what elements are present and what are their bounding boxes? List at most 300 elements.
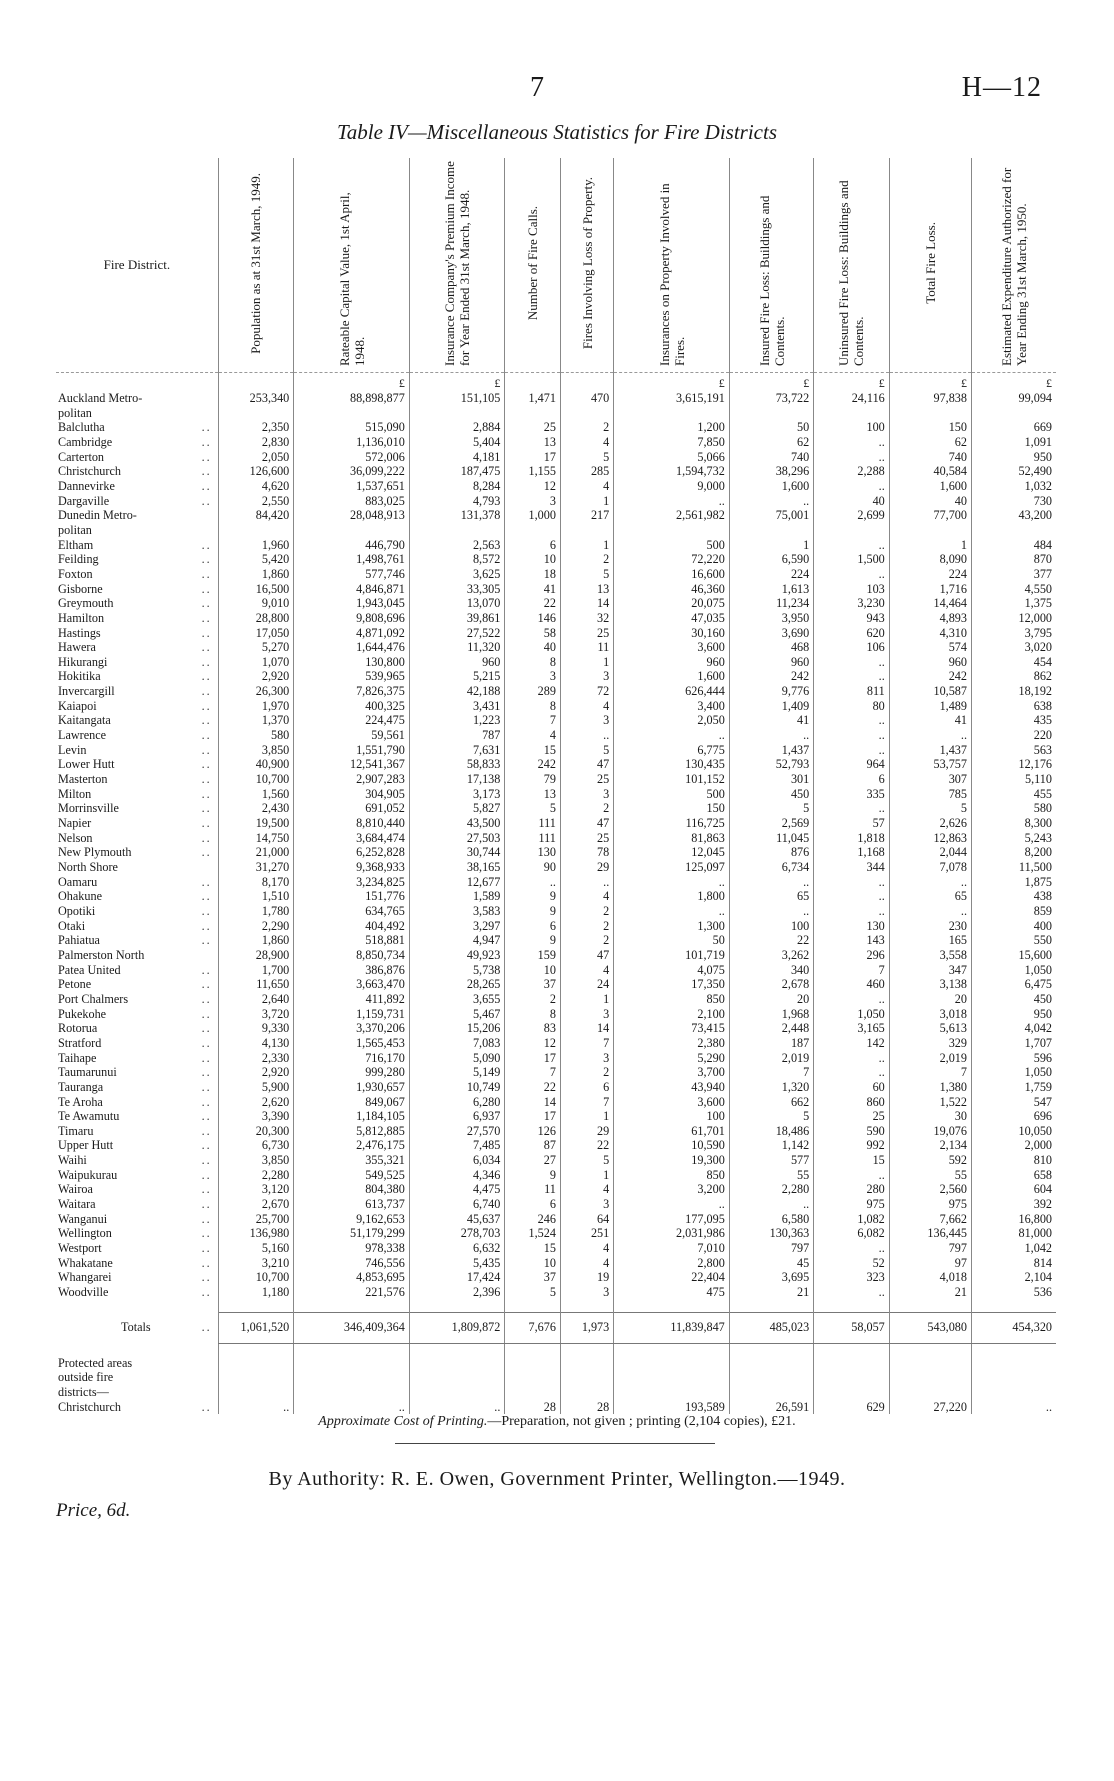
table-cell: 21 [729,1285,813,1300]
district-name-text: Whakatane [58,1255,113,1270]
table-cell: 8,810,440 [294,816,410,831]
leader-dots: .. [201,1270,212,1285]
table-cell: 5 [505,1285,561,1300]
table-cell: 30,160 [614,626,730,641]
table-cell: 28,900 [218,948,294,963]
table-cell: 5 [505,801,561,816]
table-cell: 2,678 [729,977,813,992]
district-name-text: Dannevirke [58,478,115,493]
table-cell: 59,561 [294,728,410,743]
leader-dots: .. [201,625,212,640]
table-cell: 4 [560,889,613,904]
district-name [56,1400,218,1415]
district-name [56,1270,218,1285]
table-cell: 2,561,982 [614,508,730,523]
table-row [56,933,1056,948]
table-cell: 960 [614,655,730,670]
district-name [56,919,218,934]
table-cell: 3,020 [971,640,1056,655]
table-cell: .. [729,728,813,743]
table-cell: 88,898,877 [294,391,410,406]
table-row [56,1051,1056,1066]
table-cell: 9,368,933 [294,860,410,875]
district-name [56,684,218,699]
table-cell: 5 [729,1109,813,1124]
table-cell: .. [814,450,890,465]
table-cell: .. [889,728,971,743]
table-cell: 17 [505,450,561,465]
spacer-cell [729,1343,813,1356]
table-cell: 1,565,453 [294,1036,410,1051]
table-cell: 221,576 [294,1285,410,1300]
district-name [56,992,218,1007]
table-cell: .. [729,494,813,509]
table-cell: 740 [889,450,971,465]
table-cell: 65 [889,889,971,904]
table-cell: £ [409,373,505,392]
district-name-text: Te Awamutu [58,1109,120,1124]
table-cell: 716,170 [294,1051,410,1066]
leader-dots: .. [201,596,212,611]
table-cell: 13 [505,787,561,802]
table-row [56,611,1056,626]
table-cell: 1,600 [614,669,730,684]
leader-dots: .. [201,493,212,508]
table-cell: 17,138 [409,772,505,787]
table-cell: 78 [560,845,613,860]
table-cell: 20,075 [614,596,730,611]
column-header [814,158,890,373]
district-name-text: Hamilton [58,610,105,625]
spacer-cell [614,1300,730,1313]
table-cell: 40,584 [889,464,971,479]
table-cell: 3 [560,713,613,728]
district-name [56,626,218,641]
district-name [56,860,218,875]
table-cell: 29 [560,1124,613,1139]
table-cell: 11,234 [729,596,813,611]
table-cell: 1,223 [409,713,505,728]
table-cell: 1,184,105 [294,1109,410,1124]
table-cell: .. [814,435,890,450]
table-cell: 22 [560,1138,613,1153]
table-cell: 101,152 [614,772,730,787]
district-name-text: Christchurch [58,1399,121,1414]
table-cell: 10,587 [889,684,971,699]
district-name-text: politan [58,522,92,537]
table-cell: 27,522 [409,626,505,641]
table-cell: 3,370,206 [294,1021,410,1036]
table-cell: 12,541,367 [294,757,410,772]
table-cell: 4,853,695 [294,1270,410,1285]
table-cell: 4,181 [409,450,505,465]
table-cell: 9,330 [218,1021,294,1036]
district-name-text: Woodville [58,1285,109,1300]
table-cell [889,1356,971,1371]
table-row [56,1124,1056,1139]
table-row [56,875,1056,890]
leader-dots: .. [201,464,212,479]
table-cell: 5,404 [409,435,505,450]
table-cell: 50 [729,420,813,435]
table-cell: .. [614,494,730,509]
leader-dots: .. [201,552,212,567]
table-cell: 15 [505,1241,561,1256]
table-cell: 3,210 [218,1256,294,1271]
table-row [56,420,1056,435]
table-cell: 25 [814,1109,890,1124]
table-cell: 8 [505,655,561,670]
table-cell: 21 [889,1285,971,1300]
table-cell: 101,719 [614,948,730,963]
table-cell: 1,091 [971,435,1056,450]
table-cell: 11 [560,640,613,655]
table-cell: 577 [729,1153,813,1168]
table-cell: 150 [889,420,971,435]
table-cell: 224 [729,567,813,582]
district-name [56,1370,218,1385]
table-cell: 83 [505,1021,561,1036]
district-name [56,552,218,567]
table-cell: 455 [971,787,1056,802]
table-cell: 850 [614,1168,730,1183]
table-cell: 28 [560,1400,613,1415]
district-name [56,831,218,846]
leader-dots: .. [201,991,212,1006]
leader-dots: .. [201,903,212,918]
spacer-cell [505,1300,561,1313]
table-cell: 3,431 [409,699,505,714]
table-cell: .. [814,743,890,758]
table-cell: 1,860 [218,567,294,582]
leader-dots: .. [201,478,212,493]
table-cell: £ [614,373,730,392]
table-cell: .. [814,801,890,816]
table-cell: 2,280 [729,1182,813,1197]
table-cell [294,1356,410,1371]
table-cell: 3,690 [729,626,813,641]
table-cell: 8 [505,699,561,714]
table-cell: 2,800 [614,1256,730,1271]
table-cell: 3 [505,494,561,509]
table-cell: 2,350 [218,420,294,435]
district-name-text: politan [58,405,92,420]
table-row [56,655,1056,670]
table-cell: 11,320 [409,640,505,655]
table-cell: 5 [560,450,613,465]
table-cell: 1,500 [814,552,890,567]
spacer-cell [560,1343,613,1356]
table-cell: 1,613 [729,582,813,597]
table-cell: .. [814,904,890,919]
district-name-text: Oamaru [58,874,98,889]
table-cell [889,406,971,421]
table-cell: 12 [505,1036,561,1051]
table-cell: 9,776 [729,684,813,699]
district-name [56,977,218,992]
district-name-text: Taumarunui [58,1065,117,1080]
table-cell: 1,489 [889,699,971,714]
table-cell: 130,800 [294,655,410,670]
table-cell: 6 [505,919,561,934]
leader-dots: .. [201,1197,212,1212]
table-cell: .. [889,904,971,919]
table-cell: 10,050 [971,1124,1056,1139]
district-name-text: Dargaville [58,493,110,508]
table-row [56,435,1056,450]
table-cell: 2 [560,933,613,948]
table-cell: 629 [814,1400,890,1415]
table-cell: .. [505,875,561,890]
table-cell: 484 [971,538,1056,553]
table-row [56,567,1056,582]
leader-dots: .. [201,889,212,904]
district-name-text: Tauranga [58,1079,104,1094]
table-cell: 7 [505,713,561,728]
spacer-cell [814,1343,890,1356]
table-cell: .. [409,1400,505,1415]
units-row [56,373,1056,392]
table-cell: 470 [560,391,613,406]
table-cell: 870 [971,552,1056,567]
table-cell: 5,467 [409,1007,505,1022]
district-name [56,479,218,494]
table-cell: .. [614,728,730,743]
table-cell: 13 [505,435,561,450]
table-cell: 17 [505,1109,561,1124]
table-cell: 242 [729,669,813,684]
table-row [56,1109,1056,1124]
table-cell: 4,130 [218,1036,294,1051]
table-cell: 1,437 [889,743,971,758]
leader-dots: .. [201,654,212,669]
table-cell [889,523,971,538]
table-cell: 1,600 [889,479,971,494]
table-cell: 7,850 [614,435,730,450]
district-name-text: Wellington [58,1226,112,1241]
table-row [56,1212,1056,1227]
table-cell [889,1370,971,1385]
table-cell [814,523,890,538]
table-cell: 400 [971,919,1056,934]
table-cell [560,1370,613,1385]
table-cell: 613,737 [294,1197,410,1212]
table-cell: 2,884 [409,420,505,435]
table-cell [729,406,813,421]
table-row [56,977,1056,992]
leader-dots: .. [201,1153,212,1168]
table-cell: 1,320 [729,1080,813,1095]
table-cell: 27,220 [889,1400,971,1415]
table-cell [614,523,730,538]
table-cell: 16,600 [614,567,730,582]
table-cell [814,1370,890,1385]
leader-dots: .. [201,537,212,552]
table-cell: 242 [505,757,561,772]
table-cell: 9 [505,904,561,919]
table-cell: 10 [505,1256,561,1271]
table-cell: 3,850 [218,743,294,758]
table-cell [409,523,505,538]
table-cell: 1,032 [971,479,1056,494]
table-cell: 960 [729,655,813,670]
table-cell: 4,550 [971,582,1056,597]
table-cell [505,406,561,421]
table-cell: 99,094 [971,391,1056,406]
district-name [56,743,218,758]
table-row [56,626,1056,641]
table-cell: 20 [889,992,971,1007]
district-name-text: Stratford [58,1035,102,1050]
district-name-text: Wairoa [58,1182,93,1197]
table-cell: 960 [409,655,505,670]
table-cell: 438 [971,889,1056,904]
table-cell: 7 [560,1036,613,1051]
leader-dots: .. [201,1006,212,1021]
table-cell: 280 [814,1182,890,1197]
table-row [56,1285,1056,1300]
table-row [56,743,1056,758]
table-cell: 11,650 [218,977,294,992]
leader-dots: .. [201,684,212,699]
table-cell: 5,812,885 [294,1124,410,1139]
table-cell: 22 [729,933,813,948]
leader-dots: .. [201,1094,212,1109]
table-cell: 151,105 [409,391,505,406]
spacer-cell [560,1300,613,1313]
table-cell: 151,776 [294,889,410,904]
district-name-text: Balclutha [58,420,105,435]
table-cell: 5 [560,743,613,758]
table-cell: 539,965 [294,669,410,684]
table-cell: 47 [560,757,613,772]
table-cell: 3,234,825 [294,875,410,890]
table-cell: 106 [814,640,890,655]
table-cell: 25 [505,420,561,435]
table-cell: 2,000 [971,1138,1056,1153]
district-name [56,435,218,450]
table-cell: 2,448 [729,1021,813,1036]
column-header: Fire District. [56,158,218,373]
table-cell: 60 [814,1080,890,1095]
table-cell: 550 [971,933,1056,948]
leader-dots: .. [201,1035,212,1050]
district-name-text: Foxton [58,566,93,581]
table-cell: 61,701 [614,1124,730,1139]
table-cell: 52,793 [729,757,813,772]
table-cell: 37 [505,977,561,992]
table-cell: 2,044 [889,845,971,860]
cost-label: Approximate Cost of Printing. [318,1414,488,1429]
table-cell: 6,590 [729,552,813,567]
table-cell: 43,940 [614,1080,730,1095]
table-cell: 344 [814,860,890,875]
district-name-text: Cambridge [58,434,113,449]
table-row [56,1007,1056,1022]
leader-dots: .. [201,434,212,449]
table-cell: 3 [560,1007,613,1022]
table-cell: 1,930,657 [294,1080,410,1095]
table-cell: 849,067 [294,1095,410,1110]
district-name [56,757,218,772]
table-cell: 2,640 [218,992,294,1007]
authority-line: By Authority: R. E. Owen, Government Printer, Wellington.—1949. [268,1468,846,1490]
district-name-text: Napier [58,816,92,831]
table-cell: 7,010 [614,1241,730,1256]
table-cell: 804,380 [294,1182,410,1197]
spacer-cell [409,1300,505,1313]
table-cell: 1,524 [505,1226,561,1241]
table-cell: 2,569 [729,816,813,831]
table-cell: 797 [729,1241,813,1256]
table-cell: 6,580 [729,1212,813,1227]
leader-dots: .. [201,772,212,787]
table-cell [218,1370,294,1385]
table-cell: 811 [814,684,890,699]
table-cell: 2 [560,801,613,816]
column-header-label: Insured Fire Loss: Buildings and Contents. [756,195,787,366]
district-name-text: districts— [58,1385,109,1399]
table-row [56,963,1056,978]
document-code: H—12 [961,72,1042,103]
table-cell: 1,136,010 [294,435,410,450]
table-cell: 49,923 [409,948,505,963]
table-cell: 230 [889,919,971,934]
table-cell: 5,900 [218,1080,294,1095]
table-cell: .. [814,1168,890,1183]
district-name [56,904,218,919]
table-row [56,1226,1056,1241]
table-cell: 1,142 [729,1138,813,1153]
table-cell: 3,120 [218,1182,294,1197]
table-cell: 518,881 [294,933,410,948]
table-cell: 1,155 [505,464,561,479]
table-cell [729,1385,813,1400]
table-cell: 58,057 [814,1312,890,1343]
table-cell: 126,600 [218,464,294,479]
district-name-text: Hikurangi [58,654,108,669]
spacer-cell [409,1343,505,1356]
table-cell: 87 [505,1138,561,1153]
table-cell: 52 [814,1256,890,1271]
table-cell: 6 [505,538,561,553]
table-cell [729,523,813,538]
table-cell: 964 [814,757,890,772]
table-cell: 4 [560,699,613,714]
table-cell: 14 [560,596,613,611]
district-name [56,464,218,479]
table-cell [505,1385,561,1400]
table-cell: 25 [560,772,613,787]
table-cell: £ [729,373,813,392]
table-cell: 1,180 [218,1285,294,1300]
spacer-cell [729,1300,813,1313]
table-cell: .. [560,728,613,743]
table-cell: 296 [814,948,890,963]
district-name [56,1109,218,1124]
table-cell: 14 [505,1095,561,1110]
table-cell: 2,626 [889,816,971,831]
table-cell: 9,808,696 [294,611,410,626]
table-cell: 1 [560,992,613,1007]
table-cell: .. [729,1197,813,1212]
table-cell [294,523,410,538]
district-name [56,816,218,831]
table-cell: 79 [505,772,561,787]
table-row [56,889,1056,904]
table-cell: 11,045 [729,831,813,846]
table-cell: 43,200 [971,508,1056,523]
